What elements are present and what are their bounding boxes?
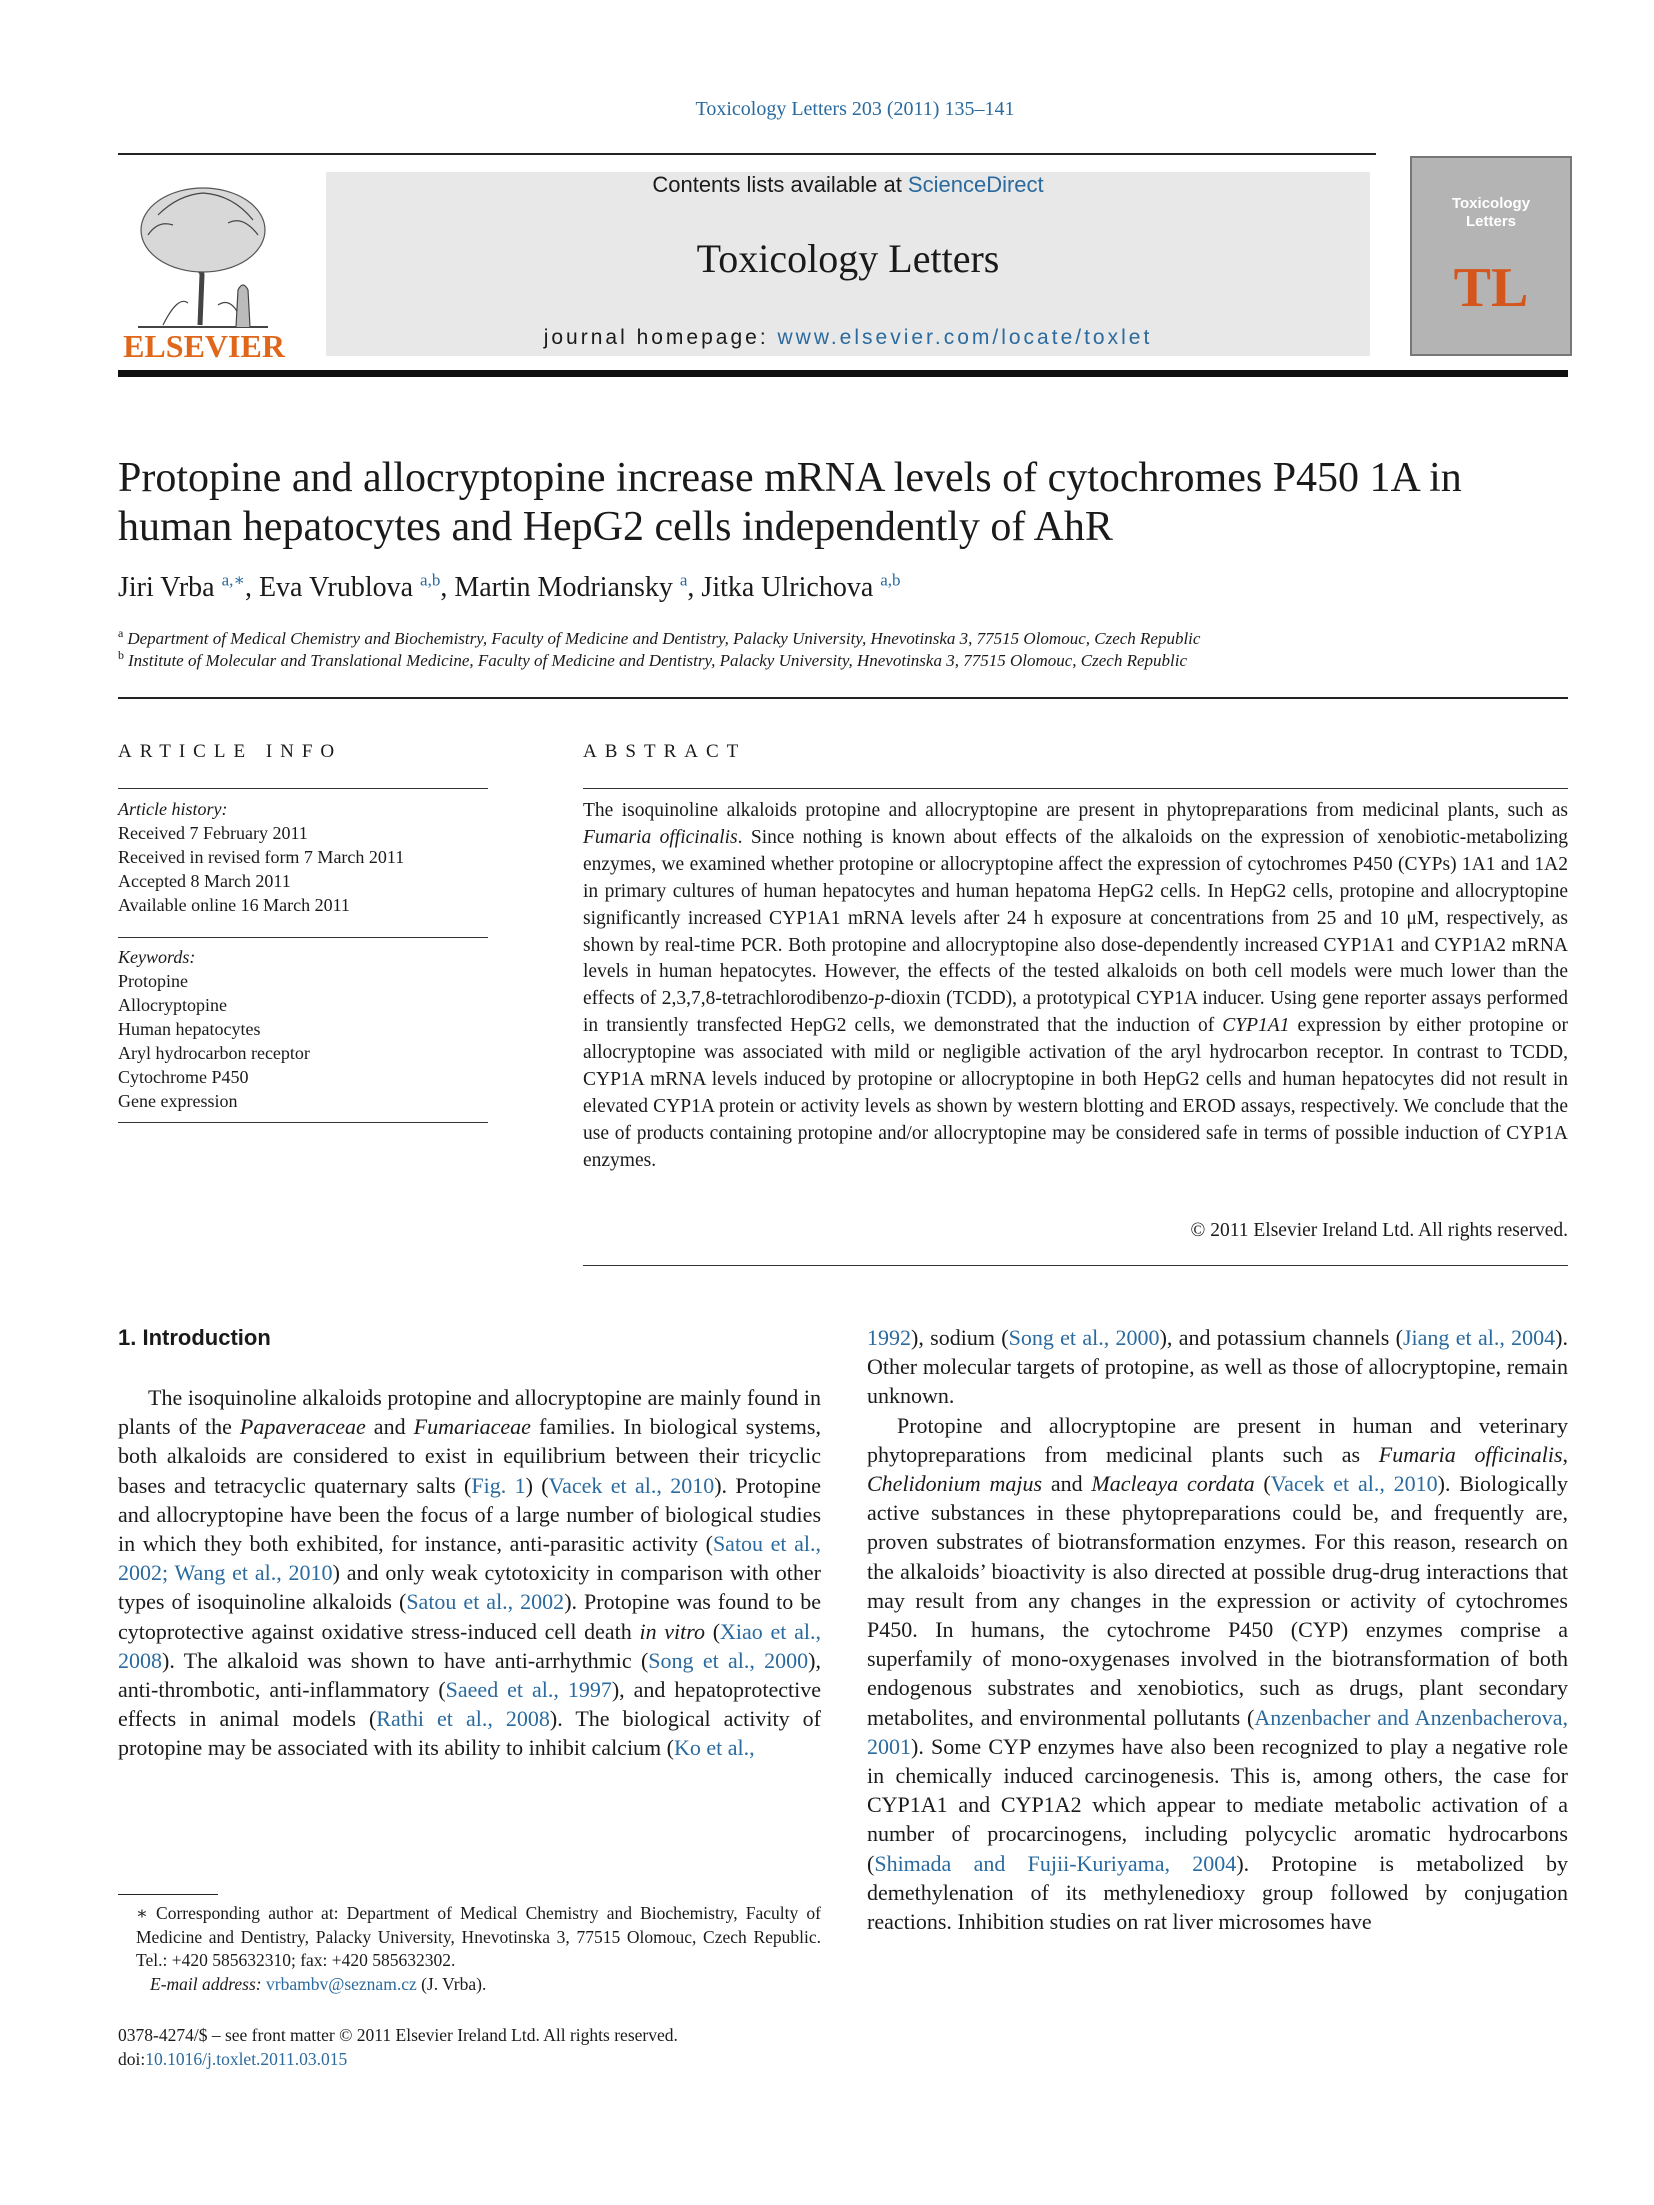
citation-link[interactable]: Vacek et al., 2010 (1270, 1471, 1438, 1497)
italic-term: Fumaria officinalis (1378, 1441, 1563, 1467)
author-affil-mark[interactable]: a,b (880, 570, 901, 590)
citation-link[interactable]: Vacek et al., 2010 (548, 1472, 715, 1498)
article-title: Protopine and allocryptopine increase mRNA levels of cytochromes P450 1A in human hepatocytes and HepG2 cells independently of AhR (118, 455, 1462, 550)
article-info-rule (118, 788, 488, 789)
history-item: Received in revised form 7 March 2011 (118, 847, 405, 867)
section-heading-introduction: 1. Introduction (118, 1325, 271, 1350)
corresponding-footnote (118, 1902, 821, 1996)
keyword: Protopine (118, 971, 188, 991)
doi-prefix: doi: (118, 2048, 146, 2069)
italic-term: Chelidonium majus (867, 1471, 1043, 1497)
affiliation-text: Department of Medical Chemistry and Biochemistry, Faculty of Medicine and Dentistry, Palacky University, Hnevotinska 3, 77515 Olomouc, Czech Republic (127, 629, 1201, 648)
history-label: Article history: (118, 799, 228, 819)
italic-term: Macleaya cordata (1091, 1471, 1255, 1497)
history-item: Available online 16 March 2011 (118, 895, 350, 915)
header-thick-rule (118, 370, 1568, 377)
affiliation-text: Institute of Molecular and Translational Medicine, Faculty of Medicine and Dentistry, Palacky University, Hnevotinska 3, 77515 Olomouc, Czech Republic (128, 651, 1187, 670)
email-link[interactable]: vrbambv@seznam.cz (266, 1973, 417, 1994)
italic-term: Fumariaceae (413, 1414, 531, 1440)
email-line (118, 1973, 821, 1997)
article-history (118, 797, 404, 917)
affiliation-mark: b (118, 648, 124, 663)
italic-term: in vitro (639, 1618, 706, 1644)
affiliation-mark: a (118, 626, 124, 641)
homepage-link[interactable]: www.elsevier.com/locate/toxlet (777, 326, 1153, 349)
italic-term: Papaveraceae (239, 1414, 366, 1440)
author-affil-mark[interactable]: a (679, 570, 688, 590)
author-name[interactable]: Jitka Ulrichova (701, 572, 874, 603)
keyword: Aryl hydrocarbon receptor (118, 1043, 310, 1063)
doi-link[interactable]: 10.1016/j.toxlet.2011.03.015 (145, 2048, 348, 2069)
sciencedirect-link[interactable]: ScienceDirect (907, 172, 1044, 197)
citation-link[interactable]: Song et al., 2000 (648, 1647, 809, 1673)
affiliations (118, 628, 1200, 672)
history-item: Accepted 8 March 2011 (118, 871, 291, 891)
citation-link[interactable]: Xiao et al., 2008 (118, 1618, 821, 1673)
paragraph: The isoquinoline alkaloids protopine and allocryptopine are mainly found in plants of the Papaveraceae and Fumariaceae families. In biological systems, both alkaloids are considered to exist in equilibrium between their tricyclic bases and tetracyclic quaternary salts (Fig. 1) (Vacek et al., 2010). Protopine and allocryptopine have been the focus of a large number of biological studies in which they both exhibited, for instance, anti-parasitic activity (Satou et al., 2002; Wang et al., 2010) and only weak cytotoxicity in comparison with other types of isoquinoline alkaloids (Satou et al., 2002). Protopine was found to be cytoprotective against oxidative stress-induced cell death in vitro (Xiao et al., 2008). The alkaloid was shown to have anti-arrhythmic (Song et al., 2000), anti-thrombotic, anti-inflammatory (Saeed et al., 1997), and hepatoprotective effects in animal models (Rathi et al., 2008). The biological activity of protopine may be associated with its ability to inhibit calcium (Ko et al., (118, 1385, 822, 1761)
body-column-right (867, 1323, 1568, 1936)
cover-abbrev: TL (1453, 257, 1529, 319)
abstract-rule (583, 788, 1568, 789)
abstract-heading: ABSTRACT (583, 741, 747, 762)
doi-line (118, 2048, 678, 2072)
issn-line: 0378-4274/$ – see front matter © 2011 Elsevier Ireland Ltd. All rights reserved. (118, 2025, 678, 2045)
citation-link[interactable]: Song et al., 2000 (1008, 1325, 1160, 1350)
issn-block (118, 2024, 678, 2071)
article-info-rule (118, 1122, 488, 1123)
homepage-prefix: journal homepage: (543, 326, 778, 349)
author-name[interactable]: Martin Modriansky (454, 572, 673, 603)
cover-title-line1: Toxicology (1451, 195, 1531, 212)
author-affil-mark[interactable]: a,b (420, 570, 441, 590)
keyword: Allocryptopine (118, 995, 227, 1015)
keyword: Gene expression (118, 1091, 238, 1111)
author-list: Jiri Vrba $^{a,∗}$, Eva Vrublova $^{a,b}$, Martin Modriansky $^a$, Jitka Ulrichova $^{a,b}$ (118, 570, 901, 603)
affiliation-b (118, 650, 1200, 672)
paragraph: 1992), sodium (Song et al., 2000), and potassium channels (Jiang et al., 2004). Other molecular targets of protopine, as well as those of allocryptopine, remain unknown. (867, 1325, 1568, 1409)
copyright: © 2011 Elsevier Ireland Ltd. All rights reserved. (1190, 1220, 1568, 1241)
journal-title: Toxicology Letters (696, 236, 1000, 281)
abstract-rule (583, 1265, 1568, 1266)
email-suffix: (J. Vrba). (416, 1973, 487, 1994)
email-label: E-mail address: (150, 1973, 262, 1994)
corresponding-author-note: ∗ Corresponding author at: Department of Medical Chemistry and Biochemistry, Faculty of Medicine and Dentistry, Palacky University, Hnevotinska 3, 77515 Olomouc, Czech Republic. Tel.: +420 585632310; fax: +420 585632302. (136, 1903, 821, 1970)
body-column-left (118, 1383, 821, 1763)
contents-line (326, 172, 1370, 198)
citation-link[interactable]: Anzenbacher and Anzenbacherova, 2001 (867, 1704, 1568, 1759)
paragraph: Protopine and allocryptopine are present in human and veterinary phytopreparations from medicinal plants such as Fumaria officinalis, Chelidonium majus and Macleaya cordata (Vacek et al., 2010). Biologically active substances in these phytopreparations could be, and frequently are, proven substrates of biotransformation enzymes. For this reason, research on the alkaloids’ bioactivity is also directed at possible drug-drug interactions that may result from any changes in the expression or activity of cytochromes P450. In humans, the cytochrome P450 (CYP) enzymes comprise a superfamily of mono-oxygenases involved in the biotransformation of both endogenous substrates and xenobiotics, such as drugs, plant secondary metabolites, and environmental pollutants (Anzenbacher and Anzenbacherova, 2001). Some CYP enzymes have also been recognized to play a negative role in chemically induced carcinogenesis. This is, among others, the case for CYP1A1 and CYP1A2 which appear to mediate metabolic activation of a number of procarcinogens, including polycyclic aromatic hydrocarbons (Shimada and Fujii-Kuriyama, 2004). Protopine is metabolized by demethylenation of its methylenedioxy group followed by conjugation reactions. Inhibition studies on rat liver microsomes have (867, 1412, 1569, 1935)
keyword: Cytochrome P450 (118, 1067, 249, 1087)
citation-link[interactable]: Rathi et al., 2008 (376, 1706, 550, 1732)
citation-link[interactable]: Fig. 1 (471, 1472, 526, 1498)
title-rule (118, 697, 1568, 699)
citation-link[interactable]: Satou et al., 2002 (406, 1589, 565, 1615)
contents-prefix: Contents lists available at (652, 172, 908, 197)
article-info-heading: ARTICLE INFO (118, 741, 343, 762)
homepage-line (326, 326, 1370, 350)
author-affil-mark[interactable]: a,∗ (221, 570, 245, 590)
keywords (118, 945, 310, 1113)
citation-link[interactable]: Saeed et al., 1997 (445, 1677, 612, 1703)
header-rule (118, 153, 1376, 155)
citation-link[interactable]: 1992 (867, 1325, 911, 1350)
citation-link[interactable]: Ko et al., (674, 1735, 755, 1761)
affiliation-a (118, 628, 1200, 650)
keyword: Human hepatocytes (118, 1019, 261, 1039)
author-name[interactable]: Jiri Vrba (118, 572, 215, 603)
journal-citation[interactable]: Toxicology Letters 203 (2011) 135–141 (695, 98, 1015, 120)
citation-link[interactable]: Shimada and Fujii-Kuriyama, 2004 (874, 1850, 1237, 1876)
citation-link[interactable]: Jiang et al., 2004 (1402, 1325, 1556, 1350)
history-item: Received 7 February 2011 (118, 823, 308, 843)
cover-title (1412, 195, 1570, 231)
keywords-label: Keywords: (118, 947, 196, 967)
footnote-rule (118, 1894, 218, 1895)
article-info-rule (118, 937, 488, 938)
abstract-text: The isoquinoline alkaloids protopine and allocryptopine are present in phytopreparations from medicinal plants, such as Fumaria officinalis. Since nothing is known about effects of the alkaloids on the expression of xenobiotic-metabolizing enzymes, we examined whether protopine or allocryptopine affect the expression of cytochromes P450 (CYPs) 1A1 and 1A2 in primary cultures of human hepatocytes and human hepatoma HepG2 cells. In HepG2 cells, protopine and allocryptopine significantly increased CYP1A1 mRNA levels after 24 h exposure at concentrations from 25 and 10 μM, respectively, as shown by real-time PCR. Both protopine and allocryptopine also dose-dependently increased CYP1A1 and CYP1A2 mRNA levels in human hepatocytes. However, the effects of the tested alkaloids on both cell models were much lower than the effects of 2,3,7,8-tetrachlorodibenzo-p-dioxin (TCDD), a prototypical CYP1A inducer. Using gene reporter assays performed in transiently transfected HepG2 cells, we demonstrated that the induction of CYP1A1 expression by either protopine or allocryptopine was associated with mild or negligible activation of the aryl hydrocarbon receptor. In contrast to TCDD, CYP1A mRNA levels induced by protopine or allocryptopine in both HepG2 cells and human hepatocytes did not result in elevated CYP1A protein or activity levels as shown by western blotting and EROD assays, respectively. We conclude that the use of products containing protopine and/or allocryptopine may be considered safe in terms of possible induction of CYP1A enzymes. (583, 800, 1568, 1171)
cover-title-line2: Letters (1465, 213, 1517, 230)
elsevier-wordmark: ELSEVIER (123, 328, 285, 364)
author-name[interactable]: Eva Vrublova (258, 572, 414, 603)
citation-link[interactable]: Satou et al., 2002; Wang et al., 2010 (118, 1531, 821, 1586)
